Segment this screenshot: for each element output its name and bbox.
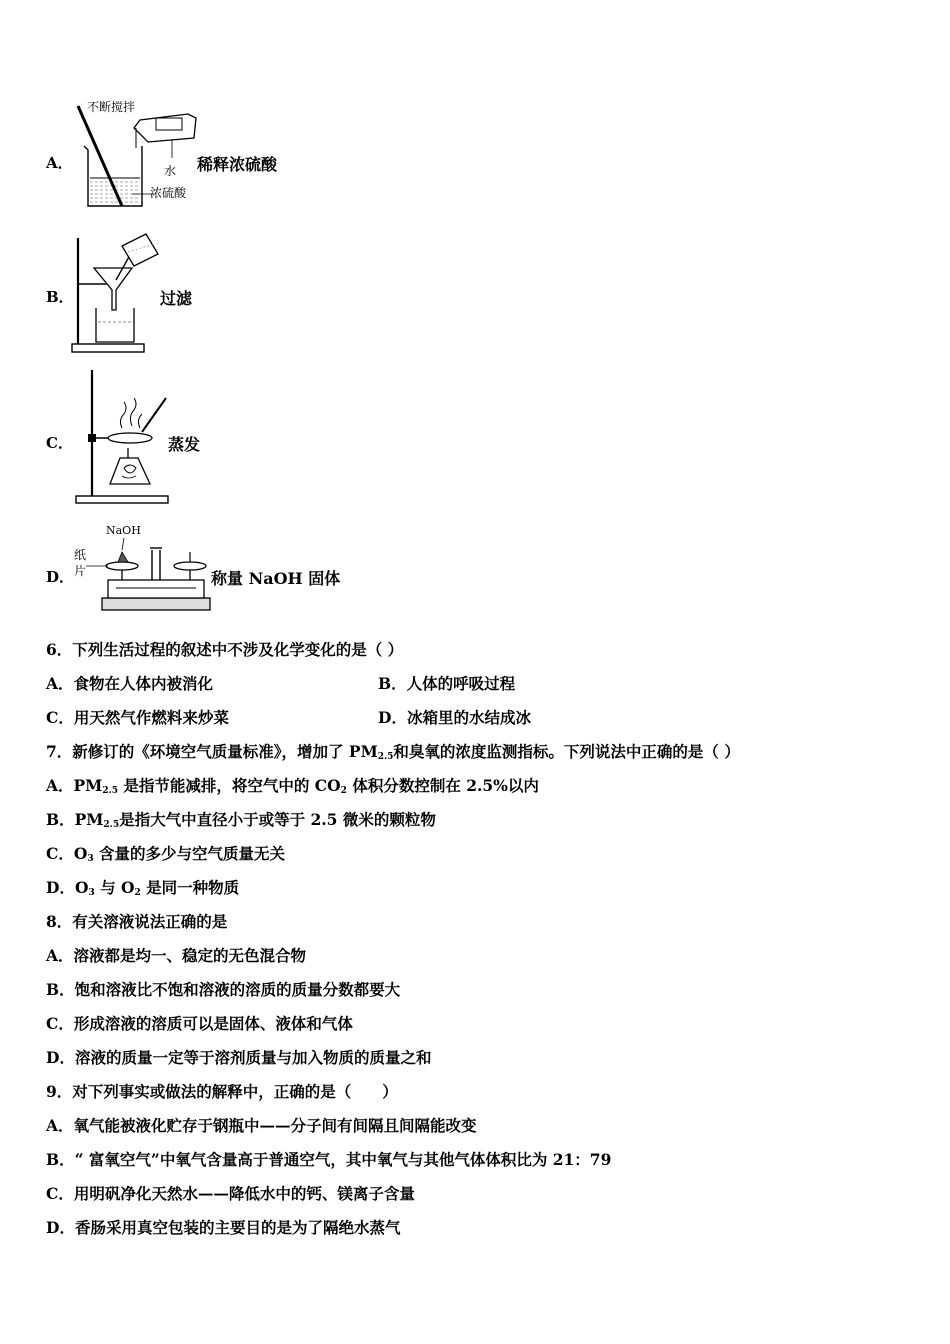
naoh-label: NaOH	[106, 524, 141, 537]
q9-stem: 9．对下列事实或做法的解释中，正确的是（ ）	[46, 1082, 398, 1101]
q7-stem-sub: 2.5	[377, 752, 394, 762]
q7-stem-pre: 7．新修订的《环境空气质量标准》，增加了 PM	[46, 742, 378, 761]
option-b-caption: 过滤	[160, 289, 193, 308]
paper-label-1: 纸	[74, 548, 87, 562]
q7-option-d	[46, 876, 239, 898]
q9-option-c: C．用明矾净化天然水——降低水中的钙、镁离子含量	[46, 1184, 415, 1203]
q7-c-sub: 3	[87, 854, 94, 864]
q6-option-d: D．冰箱里的水结成冰	[378, 708, 531, 727]
option-d-caption: 称量 NaOH 固体	[211, 569, 341, 588]
q8-option-d: D．溶液的质量一定等于溶剂质量与加入物质的质量之和	[46, 1048, 432, 1067]
option-a-caption: 稀释浓硫酸	[197, 155, 278, 174]
q7-option-b	[46, 808, 436, 830]
q9-option-d: D．香肠采用真空包装的主要目的是为了隔绝水蒸气	[46, 1218, 401, 1237]
option-d-letter: D．	[46, 568, 75, 586]
q7-c-post: 含量的多少与空气质量无关	[93, 844, 286, 863]
option-a-letter: A．	[46, 154, 73, 172]
q7-d-sub: 3	[88, 888, 95, 898]
q7-a-post: 体积分数控制在 2.5%以内	[346, 776, 539, 795]
balance-figure	[72, 522, 212, 614]
q9-option-b: B．“ 富氧空气”中氧气含量高于普通空气，其中氧气与其他气体体积比为 21：79	[46, 1150, 612, 1169]
q8-option-b: B．饱和溶液比不饱和溶液的溶质的质量分数都要大	[46, 980, 401, 999]
option-b-letter: B．	[46, 288, 74, 306]
filtration-figure	[70, 232, 170, 354]
paper-label-2: 片	[74, 564, 87, 578]
q6-stem: 6．下列生活过程的叙述中不涉及化学变化的是（ ）	[46, 640, 404, 659]
stir-label: 不断搅拌	[87, 100, 136, 114]
q7-b-post: 是指大气中直径小于或等于 2.5 微米的颗粒物	[119, 810, 436, 829]
q7-a-mid: 是指节能减排，将空气中的 CO	[118, 776, 341, 795]
q7-a-sub: 2.5	[102, 786, 119, 796]
q7-a-pre: A．PM	[46, 776, 103, 795]
q7-stem	[46, 740, 740, 762]
q6-option-a: A．食物在人体内被消化	[46, 674, 214, 693]
evaporation-figure	[70, 368, 180, 506]
dilute-acid-figure	[78, 98, 208, 210]
water-label: 水	[164, 164, 177, 178]
q6-option-c: C．用天然气作燃料来炒菜	[46, 708, 229, 727]
evaporation-drawing	[70, 368, 180, 506]
balance-drawing	[72, 522, 212, 614]
q7-a-sub2: 2	[340, 786, 347, 796]
option-c-letter: C．	[46, 434, 73, 452]
q7-d-post: 是同一种物质	[140, 878, 240, 897]
q9-option-a: A．氧气能被液化贮存于钢瓶中——分子间有间隔且间隔能改变	[46, 1116, 477, 1135]
q8-stem: 8．有关溶液说法正确的是	[46, 912, 228, 931]
q7-b-sub: 2.5	[103, 820, 120, 830]
q6-option-b: B．人体的呼吸过程	[378, 674, 516, 693]
q7-b-pre: B．PM	[46, 810, 104, 829]
q8-option-c: C．形成溶液的溶质可以是固体、液体和气体	[46, 1014, 353, 1033]
q7-d-pre: D．O	[46, 878, 89, 897]
acid-label: 浓硫酸	[150, 186, 187, 200]
q8-option-a: A．溶液都是均一、稳定的无色混合物	[46, 946, 307, 965]
q7-stem-post: 和臭氧的浓度监测指标。下列说法中正确的是（ ）	[393, 742, 740, 761]
q7-d-sub2: 2	[134, 888, 141, 898]
filtration-drawing	[70, 232, 170, 354]
q7-option-a	[46, 774, 539, 796]
q7-option-c	[46, 842, 285, 864]
option-c-caption: 蒸发	[168, 435, 201, 454]
q7-c-pre: C．O	[46, 844, 88, 863]
q7-d-mid: 与 O	[94, 878, 135, 897]
